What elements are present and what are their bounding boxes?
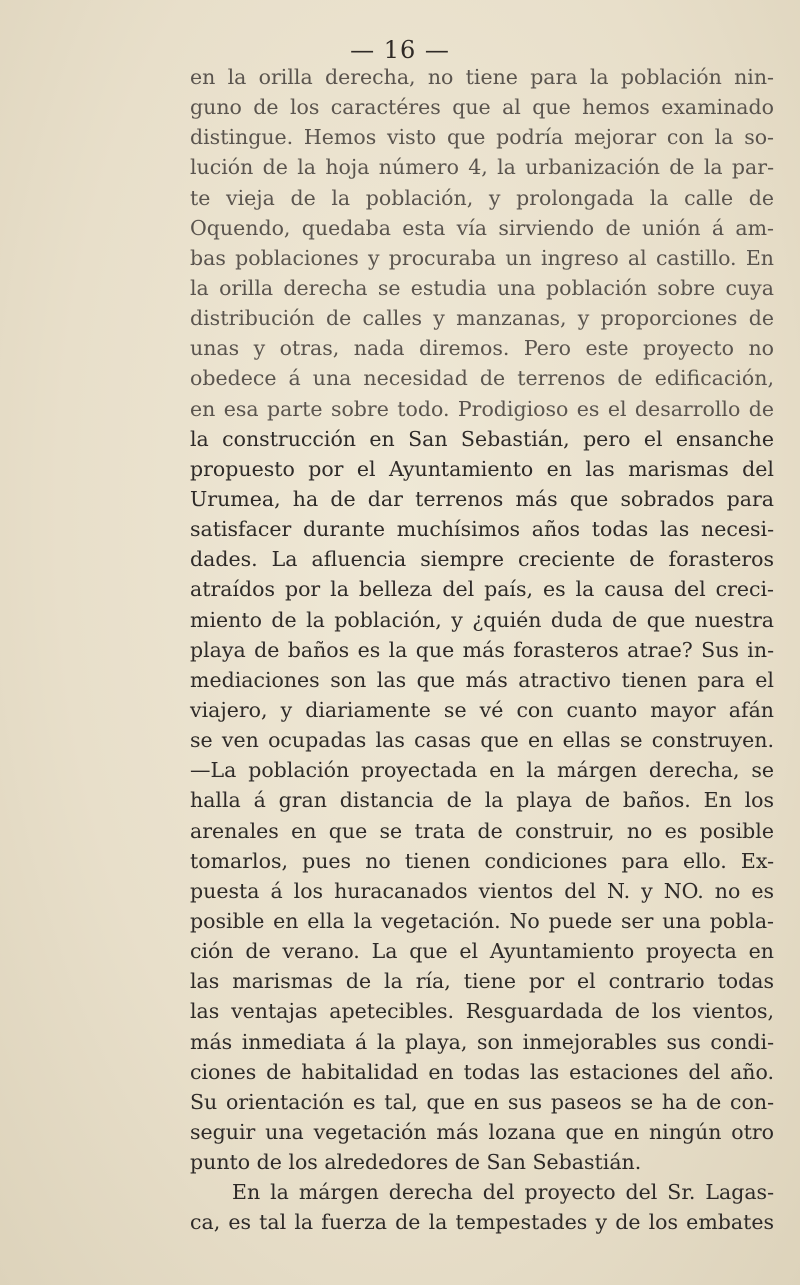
text-line: atraídos por la belleza del país, es la causa del creci- [190,577,774,602]
text-line: distribución de calles y manzanas, y proporciones de [190,306,774,331]
text-line: viajero, y diariamente se vé con cuanto mayor afán [190,697,774,722]
text-line: en esa parte sobre todo. Prodigioso es el desarrollo de [190,396,774,421]
text-line: satisfacer durante muchísimos años todas las necesi- [190,517,774,542]
text-line: te vieja de la población, y prolongada la calle de [190,185,774,210]
text-line: halla á gran distancia de la playa de baños. En los [190,788,774,813]
text-line: obedece á una necesidad de terrenos de edificación, [190,366,774,391]
text-line: playa de baños es la que más forasteros atrae? Sus in- [190,637,774,662]
text-line: propuesto por el Ayuntamiento en las marismas del [190,456,774,481]
text-line: mediaciones son las que más atractivo tienen para el [190,667,774,692]
text-line: arenales en que se trata de construir, no es posible [190,818,774,843]
text-line: ciones de habitalidad en todas las estaciones del año. [190,1059,774,1084]
text-line: las marismas de la ría, tiene por el contrario todas [190,969,774,994]
body-text [190,62,774,1237]
text-line: Oquendo, quedaba esta vía sirviendo de unión á am- [190,215,774,240]
text-line: ción de verano. La que el Ayuntamiento proyecta en [190,939,774,964]
text-line: posible en ella la vegetación. No puede ser una pobla- [190,908,774,933]
page-number: — 16 — [350,36,450,64]
text-line: En la márgen derecha del proyecto del Sr. Lagas- [232,1180,774,1205]
text-line: guno de los caractéres que al que hemos examinado [190,95,774,120]
text-line: distingue. Hemos visto que podría mejorar con la so- [190,125,774,150]
text-line: más inmediata á la playa, son inmejorables sus condi- [190,1029,774,1054]
text-line: tomarlos, pues no tienen condiciones para ello. Ex- [190,848,774,873]
text-line: ca, es tal la fuerza de la tempestades y de los embates [190,1210,774,1235]
text-line: se ven ocupadas las casas que en ellas se construyen. [190,728,774,753]
text-line: seguir una vegetación más lozana que en ningún otro [190,1119,774,1144]
text-line: la orilla derecha se estudia una población sobre cuya [190,275,774,300]
text-line: punto de los alrededores de San Sebastián. [190,1150,642,1175]
text-line: dades. La afluencia siempre creciente de forasteros [190,547,774,572]
text-line: —La población proyectada en la márgen derecha, se [190,758,774,783]
text-line: las ventajas apetecibles. Resguardada de los vientos, [190,999,774,1024]
text-line: miento de la población, y ¿quién duda de que nuestra [190,607,774,632]
text-line: unas y otras, nada diremos. Pero este proyecto no [190,336,774,361]
text-line: bas poblaciones y procuraba un ingreso al castillo. En [190,245,774,270]
text-line: la construcción en San Sebastián, pero el ensanche [190,426,774,451]
text-line: Urumea, ha de dar terrenos más que sobrados para [190,486,774,511]
text-line: en la orilla derecha, no tiene para la población nin- [190,65,774,89]
text-line: Su orientación es tal, que en sus paseos se ha de con- [190,1089,774,1114]
text-line: lución de la hoja número 4, la urbanización de la par- [190,155,774,180]
text-line: puesta á los huracanados vientos del N. y NO. no es [190,878,774,903]
